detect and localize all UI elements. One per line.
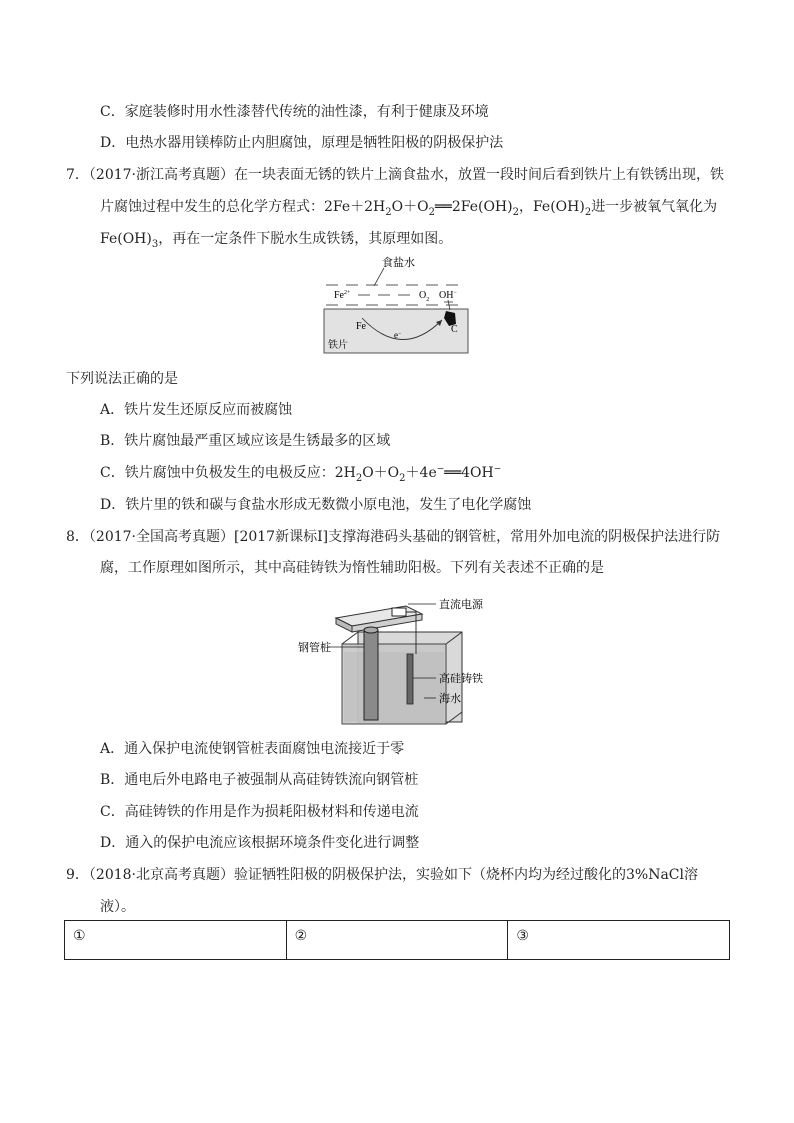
table-cell-1: ① — [65, 921, 287, 960]
label-oh: OH− — [439, 290, 457, 301]
table-cell-3: ③ — [508, 921, 730, 960]
q6-option-c: C．家庭装修时用水性漆替代传统的油性漆，有利于健康及环境 — [100, 104, 489, 120]
label-pile: 钢管桩 — [298, 642, 331, 654]
q7-option-d: D．铁片里的铁和碳与食盐水形成无数微小原电池，发生了电化学腐蚀 — [100, 497, 532, 513]
table-cell-2: ② — [286, 921, 508, 960]
q8-stem-line1: 8．（2017·全国高考真题）[2017新课标Ⅰ]支撑海港码头基础的钢管桩，常用外加电流的阴极保护法进行防 — [66, 529, 721, 545]
label-seawater: 海水 — [439, 693, 461, 705]
cathodic-protection-diagram — [296, 592, 506, 728]
power-supply-box — [392, 608, 406, 616]
q8-option-d: D．通入的保护电流应该根据环境条件变化进行调整 — [100, 835, 420, 851]
label-fe2plus: $Fe^{2+}$ — [334, 290, 351, 301]
q7-stem-line2: 片腐蚀过程中发生的总化学方程式：$2Fe+2H_2O+O_2══2Fe(OH)_2$，$Fe(OH)_2$进一步被氧气氧化为 — [100, 199, 718, 218]
q6-option-d: D．电热水器用镁棒防止内胆腐蚀，原理是牺牲阳极的阴极保护法 — [100, 135, 504, 151]
label-o2: $O_2$ — [419, 290, 430, 303]
table-row — [65, 921, 730, 960]
label-iron: 高硅铸铁 — [439, 673, 483, 685]
q8-option-a: A．通入保护电流使钢管桩表面腐蚀电流接近于零 — [100, 741, 405, 757]
steel-pile — [364, 630, 378, 720]
high-silicon-iron — [407, 654, 413, 704]
q8-option-b: B．通电后外电路电子被强制从高硅铸铁流向钢管桩 — [100, 772, 419, 788]
q7-stem-line1: 7．（2017·浙江高考真题）在一块表面无锈的铁片上滴食盐水，放置一段时间后看到铁片上有铁锈出现，铁 — [66, 167, 724, 183]
experiment-table — [64, 920, 730, 960]
q9-stem-line1: 9．（2018·北京高考真题）验证牺牲阳极的阴极保护法，实验如下（烧杯内均为经过酸化的3%NaCl溶 — [66, 867, 698, 883]
q7-stem-line3: $Fe(OH)_3$，再在一定条件下脱水生成铁锈，其原理如图。 — [100, 231, 453, 250]
q7-option-b: B．铁片腐蚀最严重区域应该是生锈最多的区域 — [100, 433, 391, 449]
label-electron: e− — [394, 330, 402, 340]
label-c: C — [451, 324, 458, 335]
q7-option-c: C．铁片腐蚀中负极发生的电极反应：$2H_2O+O_2+4e^-══4OH^-$ — [100, 464, 502, 484]
label-salt-water: 食盐水 — [382, 257, 415, 269]
q8-stem-line2: 腐，工作原理如图所示，其中高硅铸铁为惰性辅助阳极。下列有关表述不正确的是 — [100, 560, 604, 576]
rust-principle-diagram — [322, 252, 472, 356]
q7-question: 下列说法正确的是 — [66, 371, 178, 387]
label-iron-plate: 铁片 — [328, 340, 348, 351]
q7-option-a: A．铁片发生还原反应而被腐蚀 — [100, 402, 293, 418]
q8-option-c: C．高硅铸铁的作用是作为损耗阳极材料和传递电流 — [100, 804, 419, 820]
label-fe: Fe — [356, 321, 366, 332]
q9-stem-line2: 液）。 — [100, 899, 135, 915]
label-power: 直流电源 — [439, 599, 483, 611]
